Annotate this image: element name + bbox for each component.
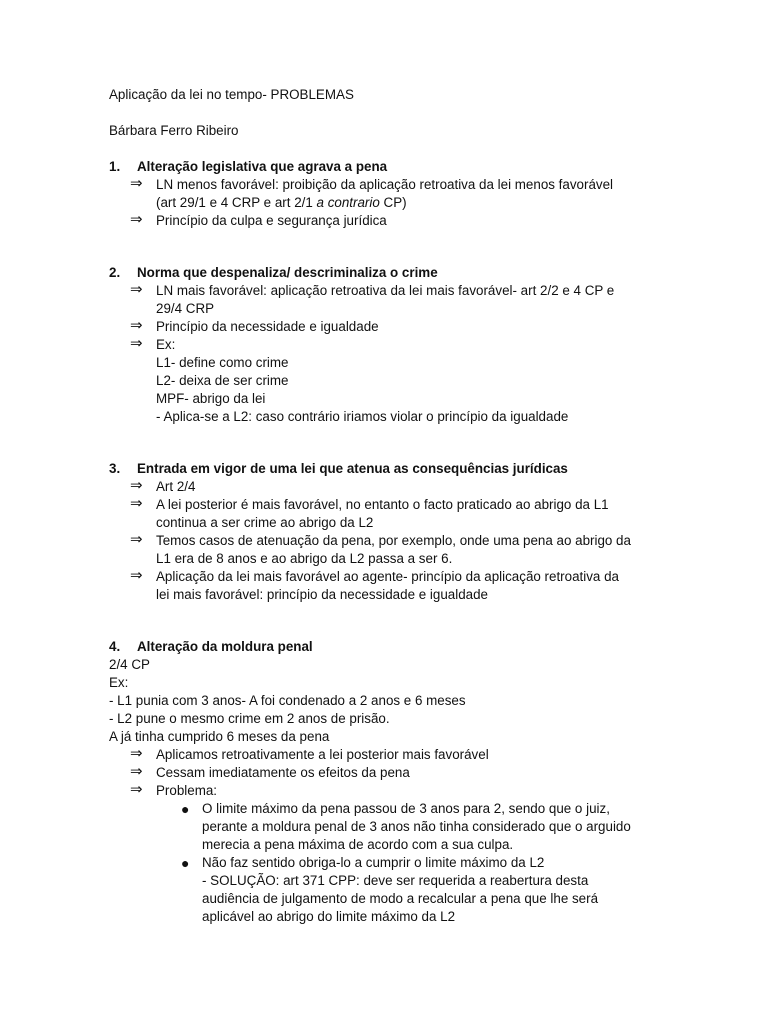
list-item xyxy=(109,746,669,764)
item-text: aplicável ao abrigo do limite máximo da L2 xyxy=(202,909,456,924)
bullet-item xyxy=(109,800,669,854)
implies-arrow-icon: ⇒ xyxy=(130,175,143,192)
list-item xyxy=(109,568,669,604)
paragraph-line: A já tinha cumprido 6 meses da pena xyxy=(109,729,330,744)
item-text: Princípio da necessidade e igualdade xyxy=(156,319,379,334)
implies-arrow-icon: ⇒ xyxy=(130,477,143,494)
example-line: MPF- abrigo da lei xyxy=(156,391,266,406)
document-page xyxy=(109,86,669,926)
section-title: Norma que despenaliza/ descriminaliza o crime xyxy=(137,265,438,280)
example-line: L1- define como crime xyxy=(156,355,289,370)
implies-arrow-icon: ⇒ xyxy=(130,317,143,334)
bullet-icon: ● xyxy=(181,855,190,871)
implies-arrow-icon: ⇒ xyxy=(130,567,143,584)
section-3-heading xyxy=(109,460,669,478)
item-text: 29/4 CRP xyxy=(156,301,215,316)
section-1-heading xyxy=(109,158,669,176)
implies-arrow-icon: ⇒ xyxy=(130,531,143,548)
document-title: Aplicação da lei no tempo- PROBLEMAS xyxy=(109,87,354,102)
item-text: O limite máximo da pena passou de 3 anos para 2, sendo que o juiz, xyxy=(202,801,610,816)
list-item xyxy=(109,496,669,532)
paragraph-line: Ex: xyxy=(109,675,129,690)
list-item xyxy=(109,532,669,568)
item-text: Temos casos de atenuação da pena, por exemplo, onde uma pena ao abrigo da xyxy=(156,533,631,548)
implies-arrow-icon: ⇒ xyxy=(130,211,143,228)
item-text-italic: a contrario xyxy=(316,195,380,210)
list-item xyxy=(109,282,669,318)
section-number: 1. xyxy=(109,159,121,174)
list-item xyxy=(109,764,669,782)
item-text: Cessam imediatamente os efeitos da pena xyxy=(156,765,410,780)
implies-arrow-icon: ⇒ xyxy=(130,745,143,762)
bullet-icon: ● xyxy=(181,801,190,817)
list-item xyxy=(109,318,669,336)
section-number: 3. xyxy=(109,461,121,476)
section-title: Alteração da moldura penal xyxy=(137,639,313,654)
list-item xyxy=(109,212,669,230)
item-text: L1 era de 8 anos e ao abrigo da L2 passa a ser 6. xyxy=(156,551,453,566)
item-text-part: CP) xyxy=(379,195,407,210)
paragraph-line: 2/4 CP xyxy=(109,657,150,672)
item-text: Aplicação da lei mais favorável ao agente- princípio da aplicação retroativa da xyxy=(156,569,619,584)
item-text: - SOLUÇÃO: art 371 CPP: deve ser requerida a reabertura desta xyxy=(202,873,589,888)
list-item xyxy=(109,782,669,800)
paragraph-line: - L1 punia com 3 anos- A foi condenado a 2 anos e 6 meses xyxy=(109,693,466,708)
section-number: 4. xyxy=(109,639,121,654)
item-text: audiência de julgamento de modo a recalcular a pena que lhe será xyxy=(202,891,599,906)
section-2-heading xyxy=(109,264,669,282)
item-text xyxy=(156,194,669,212)
item-text: LN mais favorável: aplicação retroativa da lei mais favorável- art 2/2 e 4 CP e xyxy=(156,283,615,298)
section-number: 2. xyxy=(109,265,121,280)
section-title: Alteração legislativa que agrava a pena xyxy=(137,159,388,174)
item-text: lei mais favorável: princípio da necessidade e igualdade xyxy=(156,587,488,602)
item-text: Princípio da culpa e segurança jurídica xyxy=(156,213,387,228)
item-text: merecia a pena máxima de acordo com a sua culpa. xyxy=(202,837,514,852)
implies-arrow-icon: ⇒ xyxy=(130,495,143,512)
implies-arrow-icon: ⇒ xyxy=(130,781,143,798)
paragraph-line: - L2 pune o mesmo crime em 2 anos de prisão. xyxy=(109,711,390,726)
item-text: A lei posterior é mais favorável, no entanto o facto praticado ao abrigo da L1 xyxy=(156,497,609,512)
item-text: Problema: xyxy=(156,783,218,798)
list-item xyxy=(109,176,669,212)
item-text: Ex: xyxy=(156,337,176,352)
document-author: Bárbara Ferro Ribeiro xyxy=(109,123,239,138)
section-title: Entrada em vigor de uma lei que atenua as consequências jurídicas xyxy=(137,461,568,476)
item-text: LN menos favorável: proibição da aplicação retroativa da lei menos favorável xyxy=(156,177,614,192)
implies-arrow-icon: ⇒ xyxy=(130,281,143,298)
item-text: perante a moldura penal de 3 anos não tinha considerado que o arguido xyxy=(202,819,631,834)
item-text: continua a ser crime ao abrigo da L2 xyxy=(156,515,374,530)
item-text: Art 2/4 xyxy=(156,479,196,494)
item-text-part: (art 29/1 e 4 CRP e art 2/1 xyxy=(156,195,317,210)
list-item xyxy=(109,478,669,496)
implies-arrow-icon: ⇒ xyxy=(130,335,143,352)
bullet-item xyxy=(109,854,669,926)
example-line: - Aplica-se a L2: caso contrário iriamos violar o princípio da igualdade xyxy=(156,409,569,424)
item-text: Aplicamos retroativamente a lei posterior mais favorável xyxy=(156,747,489,762)
item-text: Não faz sentido obriga-lo a cumprir o limite máximo da L2 xyxy=(202,855,545,870)
implies-arrow-icon: ⇒ xyxy=(130,763,143,780)
section-4-heading xyxy=(109,638,669,656)
list-item xyxy=(109,336,669,426)
example-line: L2- deixa de ser crime xyxy=(156,373,289,388)
